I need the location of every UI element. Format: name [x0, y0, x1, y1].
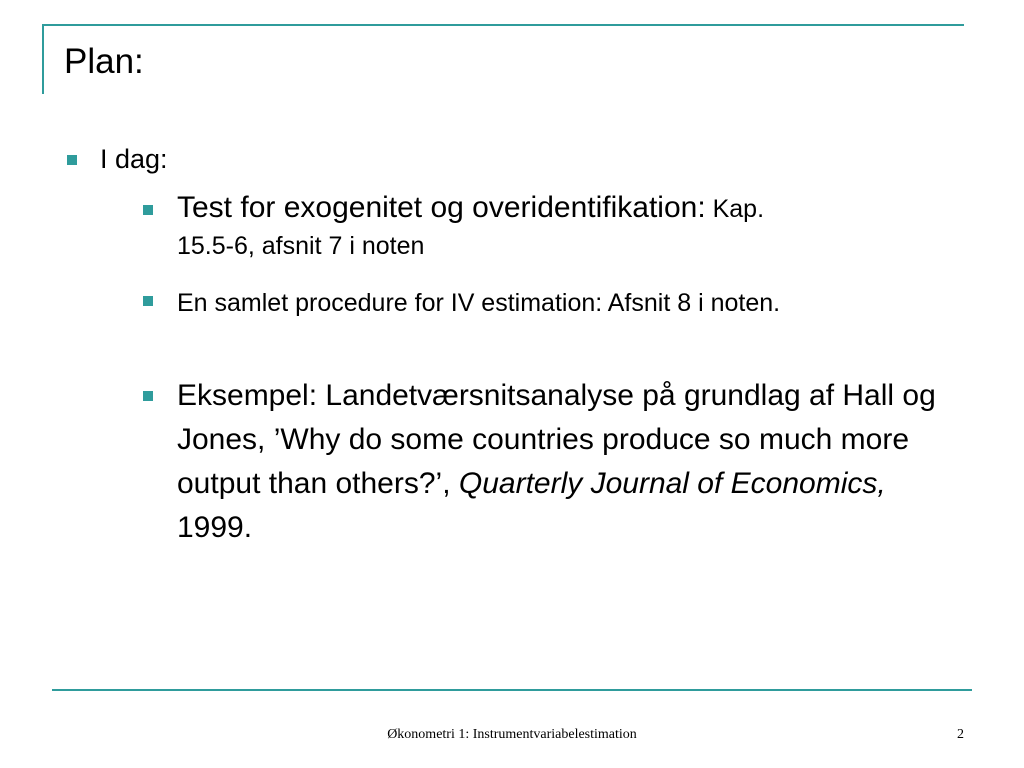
- page-number: 2: [957, 727, 964, 742]
- title-top-rule: [42, 24, 964, 26]
- square-bullet-icon: [67, 155, 77, 165]
- square-bullet-icon: [143, 205, 153, 215]
- level1-label: I dag:: [100, 144, 168, 174]
- bullet-item-tests-ref-line2: 15.5-6, afsnit 7 i noten: [177, 232, 425, 260]
- bullet-item-tests-ref: Kap.: [705, 195, 765, 223]
- bullet-item-example-text: Eksempel: Landetværsnitsanalyse på grundlag af Hall og Jones, ’Why do some countries produce so much more output than others?’,: [177, 379, 936, 500]
- footer-text: Økonometri 1: Instrumentvariabelestimation: [387, 727, 637, 742]
- square-bullet-icon: [143, 296, 153, 306]
- bullet-item-procedure: En samlet procedure for IV estimation: Afsnit 8 i noten.: [177, 289, 781, 317]
- footer-rule: [52, 689, 972, 691]
- bullet-item-example: [177, 374, 967, 550]
- slide-title: Plan:: [64, 42, 144, 81]
- publication-year: 1999.: [177, 511, 253, 544]
- bullet-item-tests: [177, 189, 967, 264]
- journal-name: Quarterly Journal of Economics,: [458, 467, 886, 500]
- bullet-item-tests-main: Test for exogenitet og overidentifikation:: [177, 191, 706, 224]
- title-left-rule: [42, 24, 44, 94]
- square-bullet-icon: [143, 391, 153, 401]
